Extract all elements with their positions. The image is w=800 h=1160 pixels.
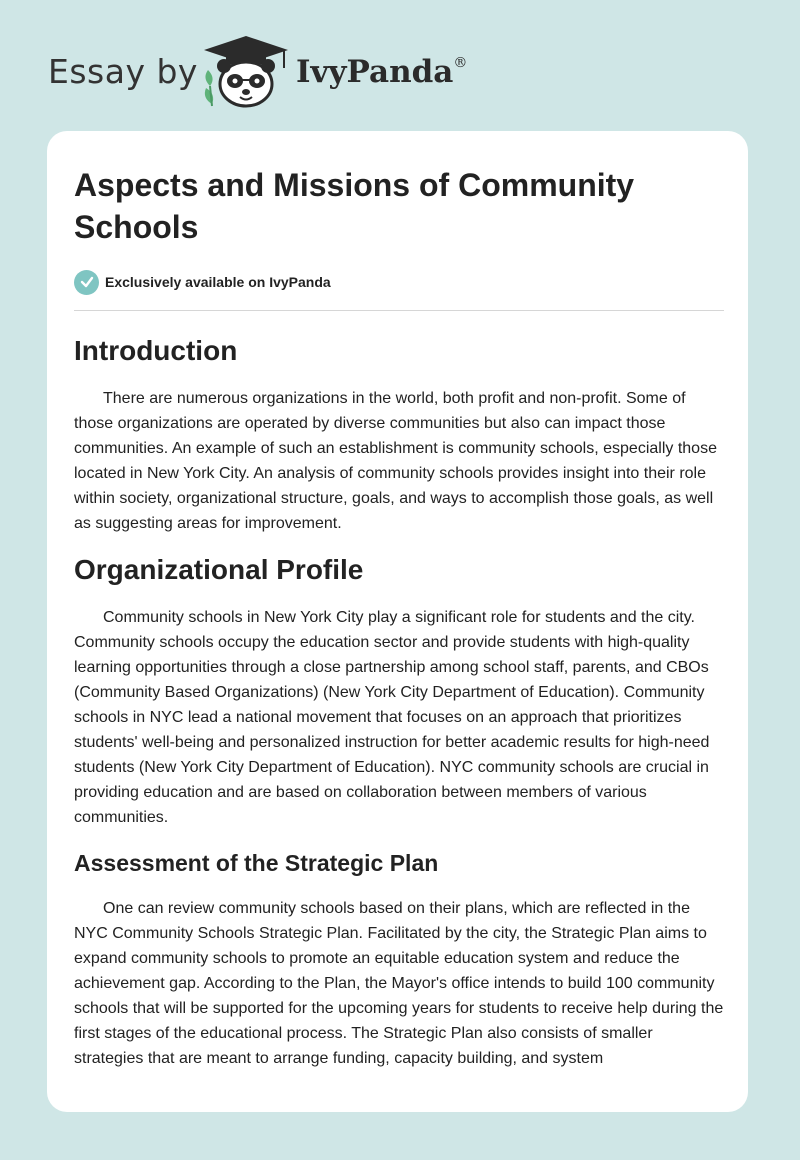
exclusive-badge (74, 268, 724, 296)
panda-graduate-icon[interactable] (200, 34, 292, 110)
registered-mark: ® (453, 54, 468, 71)
section-paragraph-introduction: There are numerous organizations in the world, both profit and non-profit. Some of those organizations are operated by diverse communities but also can impact those communities. An example of such an establishment is community schools, especially those located in New York City. An analysis of community schools provides insight into their role within society, organizational structure, goals, and ways to accomplish those goals, as well as suggesting areas for improvement. (74, 390, 717, 532)
section-paragraph-organizational-profile: Community schools in New York City play a significant role for students and the city. Community schools occupy the education sector and provide students with high-quality learning opportunities through a close partnership among school staff, parents, and CBOs (Community Based Organizations) (New York City Department of Education). Community schools in NYC lead a national movement that focuses on an approach that prioritizes students' well-being and personalized instruction for better academic results for high-need students (New York City Department of Education). NYC community schools are crucial in providing education and are based on collaboration between members of various communities. (74, 609, 710, 826)
article-content (74, 131, 724, 1071)
check-icon (74, 270, 99, 295)
site-header (0, 0, 800, 130)
section-paragraph-assessment: One can review community schools based on their plans, which are reflected in the NYC Community Schools Strategic Plan. Facilitated by the city, the Strategic Plan aims to expand community schools to promote an equitable education system and reduce the achievement gap. According to the Plan, the Mayor's office intends to build 100 community schools that will be supported for the upcoming years for students to receive help during the first stages of the educational process. The Strategic Plan also consists of smaller strategies that are meant to arrange funding, capacity building, and system (74, 900, 724, 1067)
divider (74, 310, 724, 311)
page-title: Aspects and Missions of Community Schools (74, 167, 635, 245)
article-card (47, 131, 748, 1112)
section-heading-organizational-profile: Organizational Profile (74, 554, 364, 585)
section-heading-assessment: Assessment of the Strategic Plan (74, 850, 439, 876)
brand-name[interactable]: IvyPanda® (296, 54, 468, 90)
exclusive-badge-text: Exclusively available on IvyPanda (105, 274, 331, 290)
section-heading-introduction: Introduction (74, 335, 238, 366)
essay-by-label: Essay by (48, 52, 198, 91)
